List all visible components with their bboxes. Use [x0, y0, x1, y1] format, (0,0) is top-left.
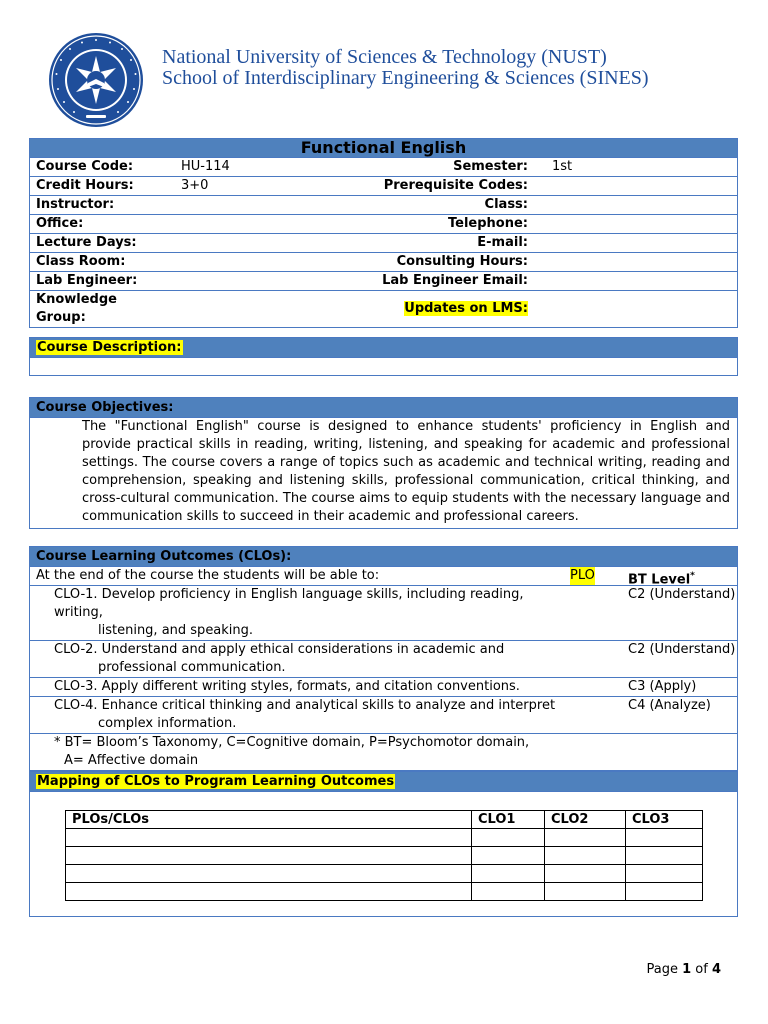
table-cell	[472, 883, 545, 901]
table-cell	[472, 829, 545, 847]
table-cell	[472, 865, 545, 883]
course-objectives-section	[29, 397, 738, 529]
clo-3-line1: CLO-3. Apply different writing styles, formats, and citation conventions.	[54, 679, 520, 694]
table-cell	[626, 829, 703, 847]
bt-level-asterisk: *	[690, 571, 695, 581]
page-number	[647, 962, 722, 977]
email-value	[534, 234, 738, 253]
knowledge-group-value	[175, 291, 327, 328]
table-cell	[545, 829, 626, 847]
university-name: National University of Sciences & Technology (NUST)	[162, 46, 607, 68]
table-cell	[626, 883, 703, 901]
telephone-label: Telephone:	[327, 215, 534, 234]
info-row	[30, 215, 738, 234]
plo-column-label: PLO	[570, 568, 595, 583]
table-cell	[626, 847, 703, 865]
consulting-hours-value	[534, 253, 738, 272]
class-room-label: Class Room:	[30, 253, 176, 272]
clo-mapping-table	[65, 810, 703, 901]
telephone-value	[534, 215, 738, 234]
updates-on-lms-label-cell	[327, 291, 534, 328]
office-label: Office:	[30, 215, 176, 234]
clo-4-line2: complex information.	[98, 716, 237, 731]
clo-3-bt-level: C3 (Apply)	[628, 679, 697, 694]
clo-mapping-section	[29, 771, 738, 917]
mapping-col-clo1: CLO1	[472, 811, 545, 829]
clo-2-line1: CLO-2. Understand and apply ethical considerations in academic and	[54, 642, 505, 657]
page-prefix: Page	[646, 962, 683, 977]
clo-row	[30, 641, 737, 678]
table-row	[66, 847, 703, 865]
school-name: School of Interdisciplinary Engineering & Sciences (SINES)	[162, 67, 649, 89]
mapping-header-row	[66, 811, 703, 829]
course-title: Functional English	[30, 139, 738, 158]
email-label: E-mail:	[327, 234, 534, 253]
clos-section	[29, 546, 738, 771]
course-code-label: Course Code:	[30, 158, 176, 177]
table-row	[66, 829, 703, 847]
semester-value: 1st	[534, 158, 738, 177]
credit-hours-label: Credit Hours:	[30, 177, 176, 196]
knowledge-group-label: Knowledge Group:	[30, 291, 176, 328]
table-cell	[545, 847, 626, 865]
table-cell	[472, 847, 545, 865]
instructor-value	[175, 196, 327, 215]
clo-1-line2: listening, and speaking.	[98, 623, 254, 638]
lecture-days-value	[175, 234, 327, 253]
mapping-col-clo2: CLO2	[545, 811, 626, 829]
table-cell	[626, 865, 703, 883]
course-description-heading: Course Description:	[37, 340, 182, 355]
lab-engineer-label: Lab Engineer:	[30, 272, 176, 291]
course-code-value: HU-114	[175, 158, 327, 177]
lecture-days-label: Lecture Days:	[30, 234, 176, 253]
credit-hours-value: 3+0	[175, 177, 327, 196]
page-total: 4	[711, 962, 721, 977]
course-info-table	[29, 138, 738, 328]
mapping-col-plos-clos: PLOs/CLOs	[66, 811, 472, 829]
clos-intro: At the end of the course the students will be able to:	[36, 568, 380, 583]
clos-footnote-row	[30, 734, 737, 770]
consulting-hours-label: Consulting Hours:	[327, 253, 534, 272]
table-cell	[66, 847, 472, 865]
clo-row	[30, 697, 737, 734]
updates-on-lms-label: Updates on LMS:	[404, 301, 528, 316]
class-label: Class:	[327, 196, 534, 215]
course-objectives-text: The "Functional English" course is designed to enhance students' proficiency in English and provide practical skills in reading, writing, listening, and speaking for academic and professional settings. The course covers a range of topics such as academic and technical writing, reading and comprehension, speaking and listening skills, professional communication, critical thinking, and cross-cultural communication. The course aims to equip students with the necessary language and communication skills to succeed in their academic and professional careers.	[82, 419, 730, 524]
clo-row	[30, 678, 737, 697]
course-description-header	[30, 338, 737, 358]
course-description-section	[29, 337, 738, 376]
info-row	[30, 272, 738, 291]
clo-mapping-heading: Mapping of CLOs to Program Learning Outcomes	[37, 774, 395, 789]
class-room-value	[175, 253, 327, 272]
clo-2-line2: professional communication.	[98, 660, 286, 675]
page-current: 1	[682, 962, 692, 977]
bt-level-text: BT Level	[628, 572, 691, 588]
info-row	[30, 234, 738, 253]
lab-engineer-email-value	[534, 272, 738, 291]
table-cell	[545, 865, 626, 883]
prerequisite-codes-label: Prerequisite Codes:	[327, 177, 534, 196]
lab-engineer-email-label: Lab Engineer Email:	[327, 272, 534, 291]
info-row	[30, 291, 738, 328]
nust-seal-icon	[48, 32, 144, 128]
semester-label: Semester:	[327, 158, 534, 177]
clo-mapping-header	[30, 772, 737, 792]
clo-1-bt-level: C2 (Understand)	[628, 587, 736, 602]
office-value	[175, 215, 327, 234]
class-value	[534, 196, 738, 215]
clos-intro-row	[30, 567, 737, 586]
clo-1-text	[30, 586, 574, 640]
mapping-col-clo3: CLO3	[626, 811, 703, 829]
table-cell	[66, 829, 472, 847]
table-cell	[545, 883, 626, 901]
page-of: of	[691, 962, 712, 977]
table-cell	[66, 865, 472, 883]
clo-3-text	[30, 678, 574, 696]
bt-footnote-line1: * BT= Bloom’s Taxonomy, C=Cognitive domain, P=Psychomotor domain,	[54, 735, 530, 750]
table-row	[66, 883, 703, 901]
clos-heading: Course Learning Outcomes (CLOs):	[30, 547, 737, 567]
lab-engineer-value	[175, 272, 327, 291]
info-row	[30, 253, 738, 272]
clo-4-line1: CLO-4. Enhance critical thinking and analytical skills to analyze and interpret	[54, 698, 556, 713]
table-cell	[66, 883, 472, 901]
updates-on-lms-value	[534, 291, 738, 328]
clo-4-text	[30, 697, 574, 733]
clo-2-bt-level: C2 (Understand)	[628, 642, 736, 657]
bt-footnote-line2: A= Affective domain	[64, 753, 199, 768]
course-objectives-heading: Course Objectives:	[30, 398, 737, 418]
table-row	[66, 865, 703, 883]
document-header	[0, 0, 768, 135]
clo-2-text	[30, 641, 574, 677]
course-title-row	[30, 139, 738, 158]
clo-row	[30, 586, 737, 641]
clo-4-bt-level: C4 (Analyze)	[628, 698, 711, 713]
prerequisite-codes-value	[534, 177, 738, 196]
clo-1-line1: CLO-1. Develop proficiency in English language skills, including reading, writing,	[54, 587, 524, 620]
instructor-label: Instructor:	[30, 196, 176, 215]
info-row	[30, 177, 738, 196]
info-row	[30, 196, 738, 215]
info-row	[30, 158, 738, 177]
